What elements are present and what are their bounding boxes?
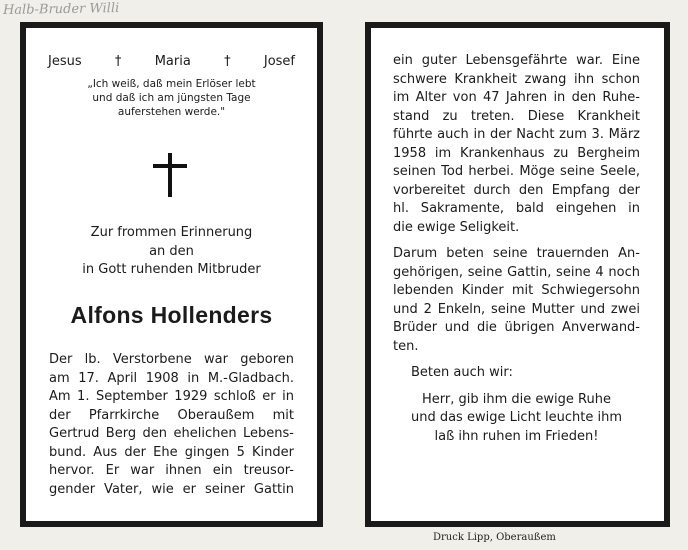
text-line: Brüder und die übrigen Anverwand-: [393, 320, 640, 335]
text-line: hl. Sakramente, bald eingehen in: [393, 201, 640, 216]
quote-line: „Ich weiß, daß mein Erlöser lebt: [87, 78, 256, 90]
printer-credit: Druck Lipp, Oberaußem: [433, 532, 556, 543]
right-card: [365, 22, 670, 527]
text-line: bund. Aus der Ehe gingen 5 Kinder: [49, 444, 294, 460]
prayer-line: und das ewige Licht leuchte ihm: [410, 410, 623, 425]
memorial-heading: [26, 224, 317, 280]
memorial-line: in Gott ruhenden Mitbruder: [82, 262, 261, 277]
text-line: der Pfarrkirche Oberaußem mit: [49, 407, 294, 423]
header-cross-2: †: [224, 54, 231, 69]
memorial-line: Zur frommen Erinnerung: [90, 225, 253, 240]
quote-line: und daß ich am jüngsten Tage: [92, 92, 251, 104]
quote-line: auferstehen werde.": [117, 106, 226, 118]
text-line: gehörigen, seine Gattin, seine 4 noch: [393, 264, 640, 280]
text-line: lebenden Kinder mit Schwiegersohn: [393, 283, 640, 298]
text-line: hervor. Er war ihnen ein treusor-: [49, 463, 294, 478]
text-line: stand zu treten. Diese Krankheit: [393, 108, 640, 124]
text-line: vorbereitet durch den Empfang der: [393, 182, 640, 198]
text-line: im Alter von 47 Jahren in den Ruhe-: [393, 90, 640, 105]
text-line: am 17. April 1908 in M.-Gladbach.: [49, 370, 294, 386]
header-cross-1: †: [114, 54, 122, 69]
prayer-intro: Beten auch wir:: [411, 365, 513, 380]
prayer-line: laß ihn ruhen im Frieden!: [434, 428, 599, 444]
text-line: seinen Tod herbei. Möge seine Seele,: [393, 164, 640, 179]
header-row: [48, 54, 295, 69]
text-line: Gertrud Berg den ehelichen Lebens-: [49, 426, 294, 441]
prayer-line: Herr, gib ihm die ewige Ruhe: [422, 391, 611, 407]
text-line: und 2 Enkeln, seine Mutter und zwei: [393, 301, 640, 317]
text-line: gender Vater, wie er seiner Gattin: [49, 481, 294, 497]
continuation-text: [393, 52, 640, 446]
biography-text: [49, 351, 294, 499]
text-line: Darum beten seine trauernden An-: [393, 246, 640, 261]
header-josef: Josef: [263, 54, 295, 69]
header-jesus: Jesus: [48, 54, 82, 69]
bible-quote: [26, 77, 317, 119]
left-card: [20, 22, 323, 527]
text-line: Am 1. September 1929 schloß er in: [49, 389, 294, 404]
header-maria: Maria: [154, 54, 191, 69]
text-line: ein guter Lebensgefährte war. Eine: [393, 53, 640, 68]
memorial-line: an den: [149, 243, 194, 259]
deceased-name: Alfons Hollenders: [70, 302, 273, 328]
text-line: die ewige Seligkeit.: [393, 219, 520, 235]
cross-icon: [153, 153, 187, 197]
text-line: führte auch in der Nacht zum 3. März: [393, 127, 640, 142]
text-line: Der lb. Verstorbene war geboren: [49, 352, 294, 367]
text-line: schwere Krankheit zwang ihn schon: [393, 71, 640, 87]
handwritten-note: Halb-Bruder Willi: [2, 0, 120, 19]
text-line: ten.: [393, 338, 419, 354]
text-line: 1958 im Krankenhaus zu Bergheim: [393, 145, 640, 161]
